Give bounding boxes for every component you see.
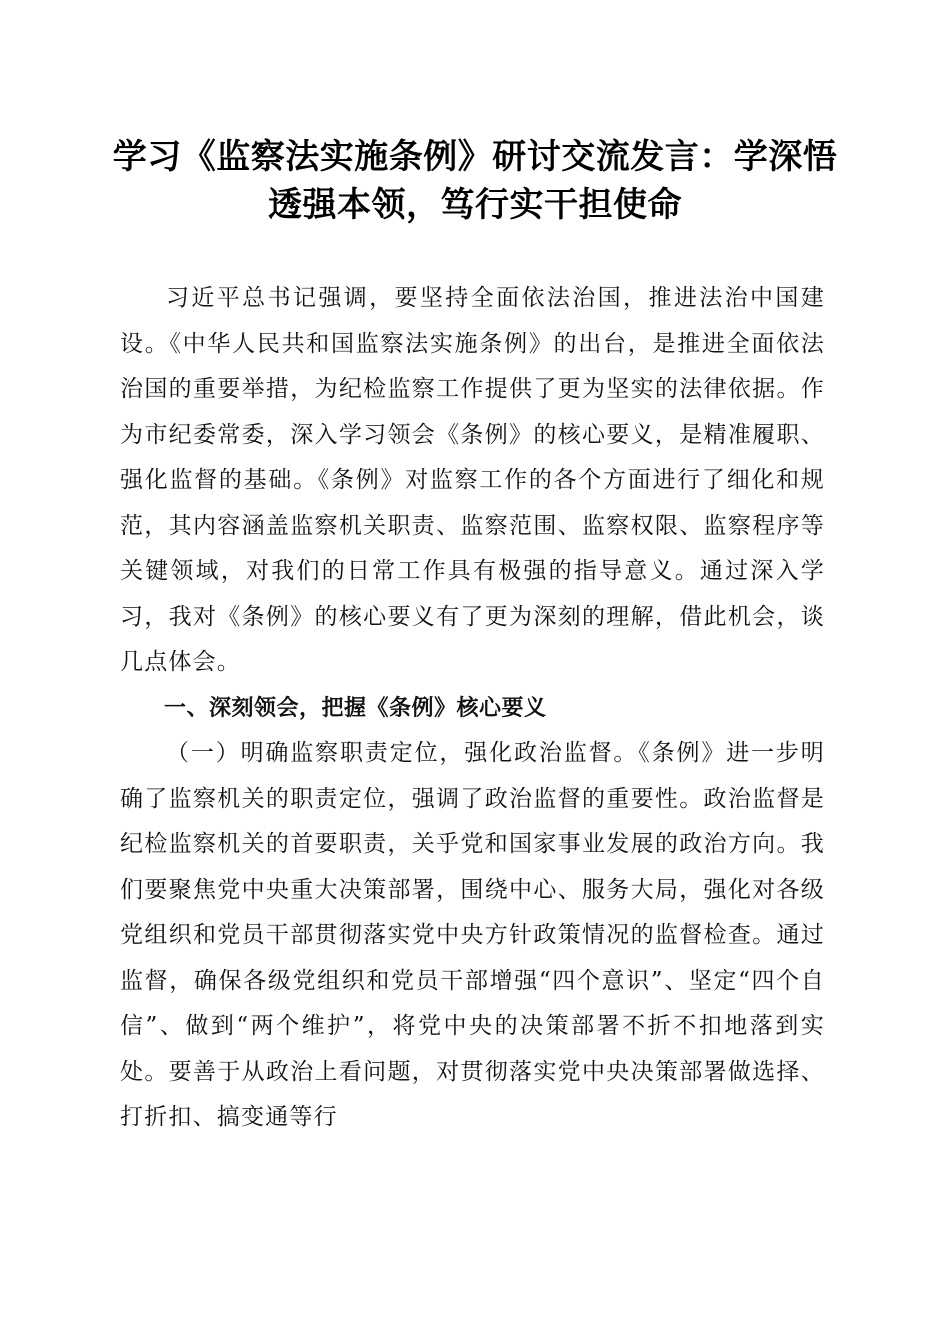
subsection-lead: （一）明确监察职责定位，强化政治监督。 bbox=[166, 740, 639, 766]
document-title: 学习《监察法实施条例》研讨交流发言：学深悟透强本领，笃行实干担使命 bbox=[112, 137, 838, 225]
document-body bbox=[120, 276, 825, 1141]
intro-paragraph: 习近平总书记强调，要坚持全面依法治国，推进法治中国建设。《中华人民共和国监察法实施条例》的出台，是推进全面依法治国的重要举措，为纪检监察工作提供了更为坚实的法律依据。作为市纪委常委，深入学习领会《条例》的核心要义，是精准履职、强化监督的基础。《条例》对监察工作的各个方面进行了细化和规范，其内容涵盖监察机关职责、监察范围、监察权限、监察程序等关键领域，对我们的日常工作具有极强的指导意义。通过深入学习，我对《条例》的核心要义有了更为深刻的理解，借此机会，谈几点体会。 bbox=[120, 285, 825, 675]
section-heading: 一、深刻领会，把握《条例》核心要义 bbox=[164, 695, 547, 721]
subsection-paragraph bbox=[120, 731, 825, 1141]
subsection-text: 《条例》进一步明确了监察机关的职责定位，强调了政治监督的重要性。政治监督是纪检监察机关的首要职责，关乎党和国家事业发展的政治方向。我们要聚焦党中央重大决策部署，围绕中心、服务大局，强化对各级党组织和党员干部贯彻落实党中央方针政策情况的监督检查。通过监督，确保各级党组织和党员干部增强“四个意识”、坚定“四个自信”、做到“两个维护”，将党中央的决策部署不折不扣地落到实处。要善于从政治上看问题，对贯彻落实党中央决策部署做选择、打折扣、搞变通等行 bbox=[120, 740, 825, 1130]
